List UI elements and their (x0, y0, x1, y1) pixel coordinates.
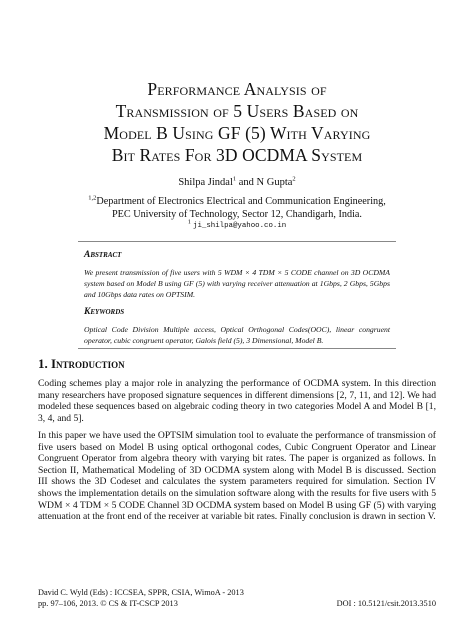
intro-paragraph-1: Coding schemes play a major role in analyzing the performance of OCDMA system. In this direction many researchers have proposed signature sequences in different dimensions [2, 7, 11, and 12]. We had modeled these sequences based on algebraic coding theory in two categories Model A and Model B [1, 3, 4, and 5]. (38, 378, 436, 424)
intro-paragraph-2: In this paper we have used the OPTSIM simulation tool to evaluate the performance of transmission of five users based on Model B using optical orthogonal codes, Cubic Congruent Operator and Linear Congruent Operator from algebra theory with varying bit rates. The paper is organized as follows. In Section II, Mathematical Modeling of 3D OCDMA system along with Model B is discussed. Section III shows the 3D Codeset and calculates the system parameters required for simulation. Section IV shows the implementation details on the simulation software along with the results for five users with 5 WDM × 4 TDM × 5 CODE Channel 3D OCDMA system based on Model B using GF (5) with varying attenuation at the front end of the receiver at variable bit rates. Finally conclusion is drawn in section V. (38, 430, 436, 523)
affiliation-line: Department of Electronics Electrical and Communication Engineering, (96, 196, 386, 207)
author-name: N Gupta (256, 177, 293, 188)
abstract-top-rule (78, 241, 396, 242)
email-line (0, 220, 474, 230)
author-conjunction: and (236, 177, 257, 188)
title-line: Transmission of 5 Users Based on (115, 101, 359, 121)
author-list (0, 177, 474, 188)
affiliation-line: PEC University of Technology, Sector 12, Chandigarh, India. (112, 208, 362, 220)
abstract-heading: Abstract (84, 250, 122, 260)
email-superscript: 1 (187, 218, 192, 226)
section-heading-introduction: 1. Introduction (38, 356, 125, 371)
keywords-text: Optical Code Division Multiple access, Optical Orthogonal Codes(OOC), linear congruent operator, cubic congruent operator, Galois field (5), 3 Dimensional, Model B. (84, 325, 390, 345)
affiliation-superscript: 1,2 (88, 194, 97, 202)
author-email: ji_shilpa@yahoo.co.in (193, 222, 287, 230)
author-superscript: 1 (232, 175, 237, 183)
footer-line: pp. 97–106, 2013. © CS & IT-CSCP 2013 (38, 599, 178, 608)
title-line: Model B Using GF (5) With Varying (103, 123, 371, 143)
keywords-bottom-rule (78, 348, 396, 349)
title-line: Bit Rates For 3D OCDMA System (111, 145, 363, 165)
affiliation (40, 196, 434, 221)
title-line: Performance Analysis of (147, 79, 327, 99)
footer-doi: DOI : 10.5121/csit.2013.3510 (336, 599, 436, 608)
paper-title (40, 78, 434, 166)
author-superscript: 2 (292, 175, 296, 183)
abstract-text: We present transmission of five users with 5 WDM × 4 TDM × 5 CODE channel on 3D OCDMA system based on Model B using GF (5) with varying receiver attenuation at 1Gbps, 2 Gbps, 5Gbps and 10Gbps data rates on OPTSIM. (84, 268, 390, 299)
keywords-heading: Keywords (84, 307, 125, 317)
author-name: Shilpa Jindal (178, 177, 233, 188)
footer-citation (38, 587, 244, 609)
footer-line: David C. Wyld (Eds) : ICCSEA, SPPR, CSIA, WimoA - 2013 (38, 588, 244, 597)
